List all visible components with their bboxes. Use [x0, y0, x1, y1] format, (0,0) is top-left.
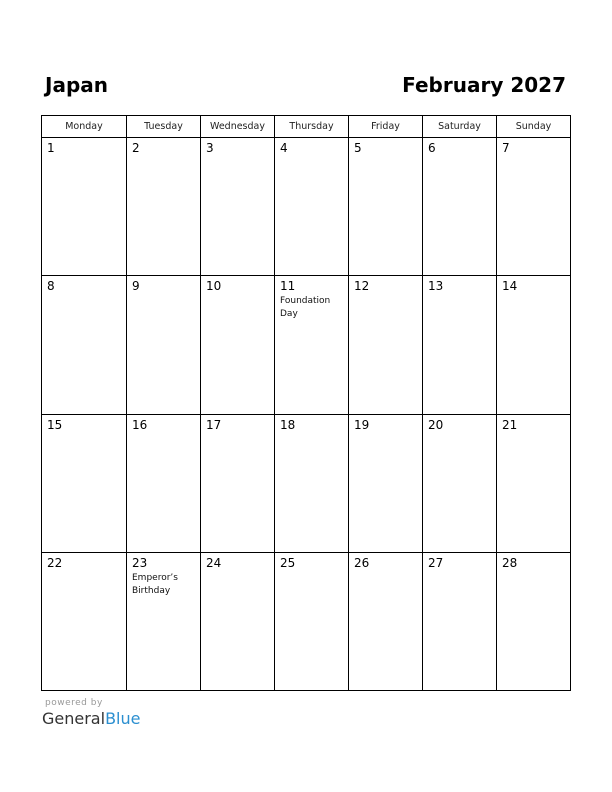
day-cell [423, 552, 497, 690]
day-number: 27 [428, 555, 444, 570]
weekday-sunday: Sunday [497, 116, 571, 138]
country-title: Japan [45, 73, 108, 97]
day-cell [201, 276, 275, 414]
day-number: 1 [47, 141, 55, 155]
day-cell [127, 138, 201, 276]
day-cell [349, 276, 423, 414]
holiday-label: Foundation Day [280, 296, 331, 320]
day-cell [497, 276, 571, 414]
powered-by-text: powered by [45, 698, 103, 708]
weekday-wednesday: Wednesday [201, 116, 275, 138]
day-cell [275, 414, 349, 552]
day-number: 8 [47, 279, 55, 294]
day-number: 23 [132, 555, 148, 570]
day-cell [497, 138, 571, 276]
day-number: 13 [428, 279, 444, 294]
day-number: 25 [280, 555, 296, 570]
day-cell [127, 414, 201, 552]
week-row [42, 414, 571, 552]
day-cell [349, 138, 423, 276]
day-number: 2 [132, 141, 140, 155]
week-row [42, 552, 571, 690]
brand-part-general: General [42, 709, 106, 728]
day-number: 9 [132, 279, 140, 294]
month-year-title: February 2027 [402, 73, 566, 97]
holiday-label: Emperor’s Birthday [132, 572, 178, 596]
day-cell [127, 276, 201, 414]
day-cell [42, 552, 127, 690]
day-number: 22 [47, 555, 63, 570]
day-cell [349, 414, 423, 552]
day-cell [497, 552, 571, 690]
weekday-thursday: Thursday [275, 116, 349, 138]
day-cell [423, 138, 497, 276]
weekday-monday: Monday [42, 116, 127, 138]
day-cell [201, 138, 275, 276]
day-cell [201, 552, 275, 690]
week-row [42, 138, 571, 276]
day-cell [423, 276, 497, 414]
generalblue-logo [42, 709, 140, 728]
day-number: 16 [132, 417, 148, 432]
day-cell [349, 552, 423, 690]
week-row [42, 276, 571, 414]
day-number: 18 [280, 417, 296, 432]
day-cell [497, 414, 571, 552]
day-number: 19 [354, 417, 370, 432]
day-number: 14 [502, 279, 518, 294]
day-number: 12 [354, 279, 370, 294]
weekday-saturday: Saturday [423, 116, 497, 138]
day-number: 11 [280, 279, 296, 294]
day-cell [42, 414, 127, 552]
calendar-header [45, 70, 566, 100]
day-number: 10 [206, 279, 222, 294]
calendar-weeks [42, 138, 571, 691]
footer-branding [42, 698, 140, 728]
day-cell [127, 552, 201, 690]
day-number: 15 [47, 417, 63, 432]
month-calendar-grid [41, 115, 571, 691]
day-number: 5 [354, 141, 362, 155]
brand-part-blue: Blue [105, 709, 141, 728]
day-number: 3 [206, 141, 214, 155]
day-number: 7 [502, 141, 510, 155]
weekday-tuesday: Tuesday [127, 116, 201, 138]
day-number: 24 [206, 555, 222, 570]
day-cell [42, 276, 127, 414]
day-number: 28 [502, 555, 518, 570]
day-number: 4 [280, 141, 288, 155]
day-number: 21 [502, 417, 518, 432]
day-cell [275, 138, 349, 276]
day-cell [275, 276, 349, 414]
day-cell [42, 138, 127, 276]
day-cell [423, 414, 497, 552]
day-number: 17 [206, 417, 222, 432]
day-number: 6 [428, 141, 436, 155]
day-cell [201, 414, 275, 552]
weekday-friday: Friday [349, 116, 423, 138]
day-cell [275, 552, 349, 690]
day-number: 20 [428, 417, 444, 432]
weekday-header-row [42, 116, 571, 138]
day-number: 26 [354, 555, 370, 570]
